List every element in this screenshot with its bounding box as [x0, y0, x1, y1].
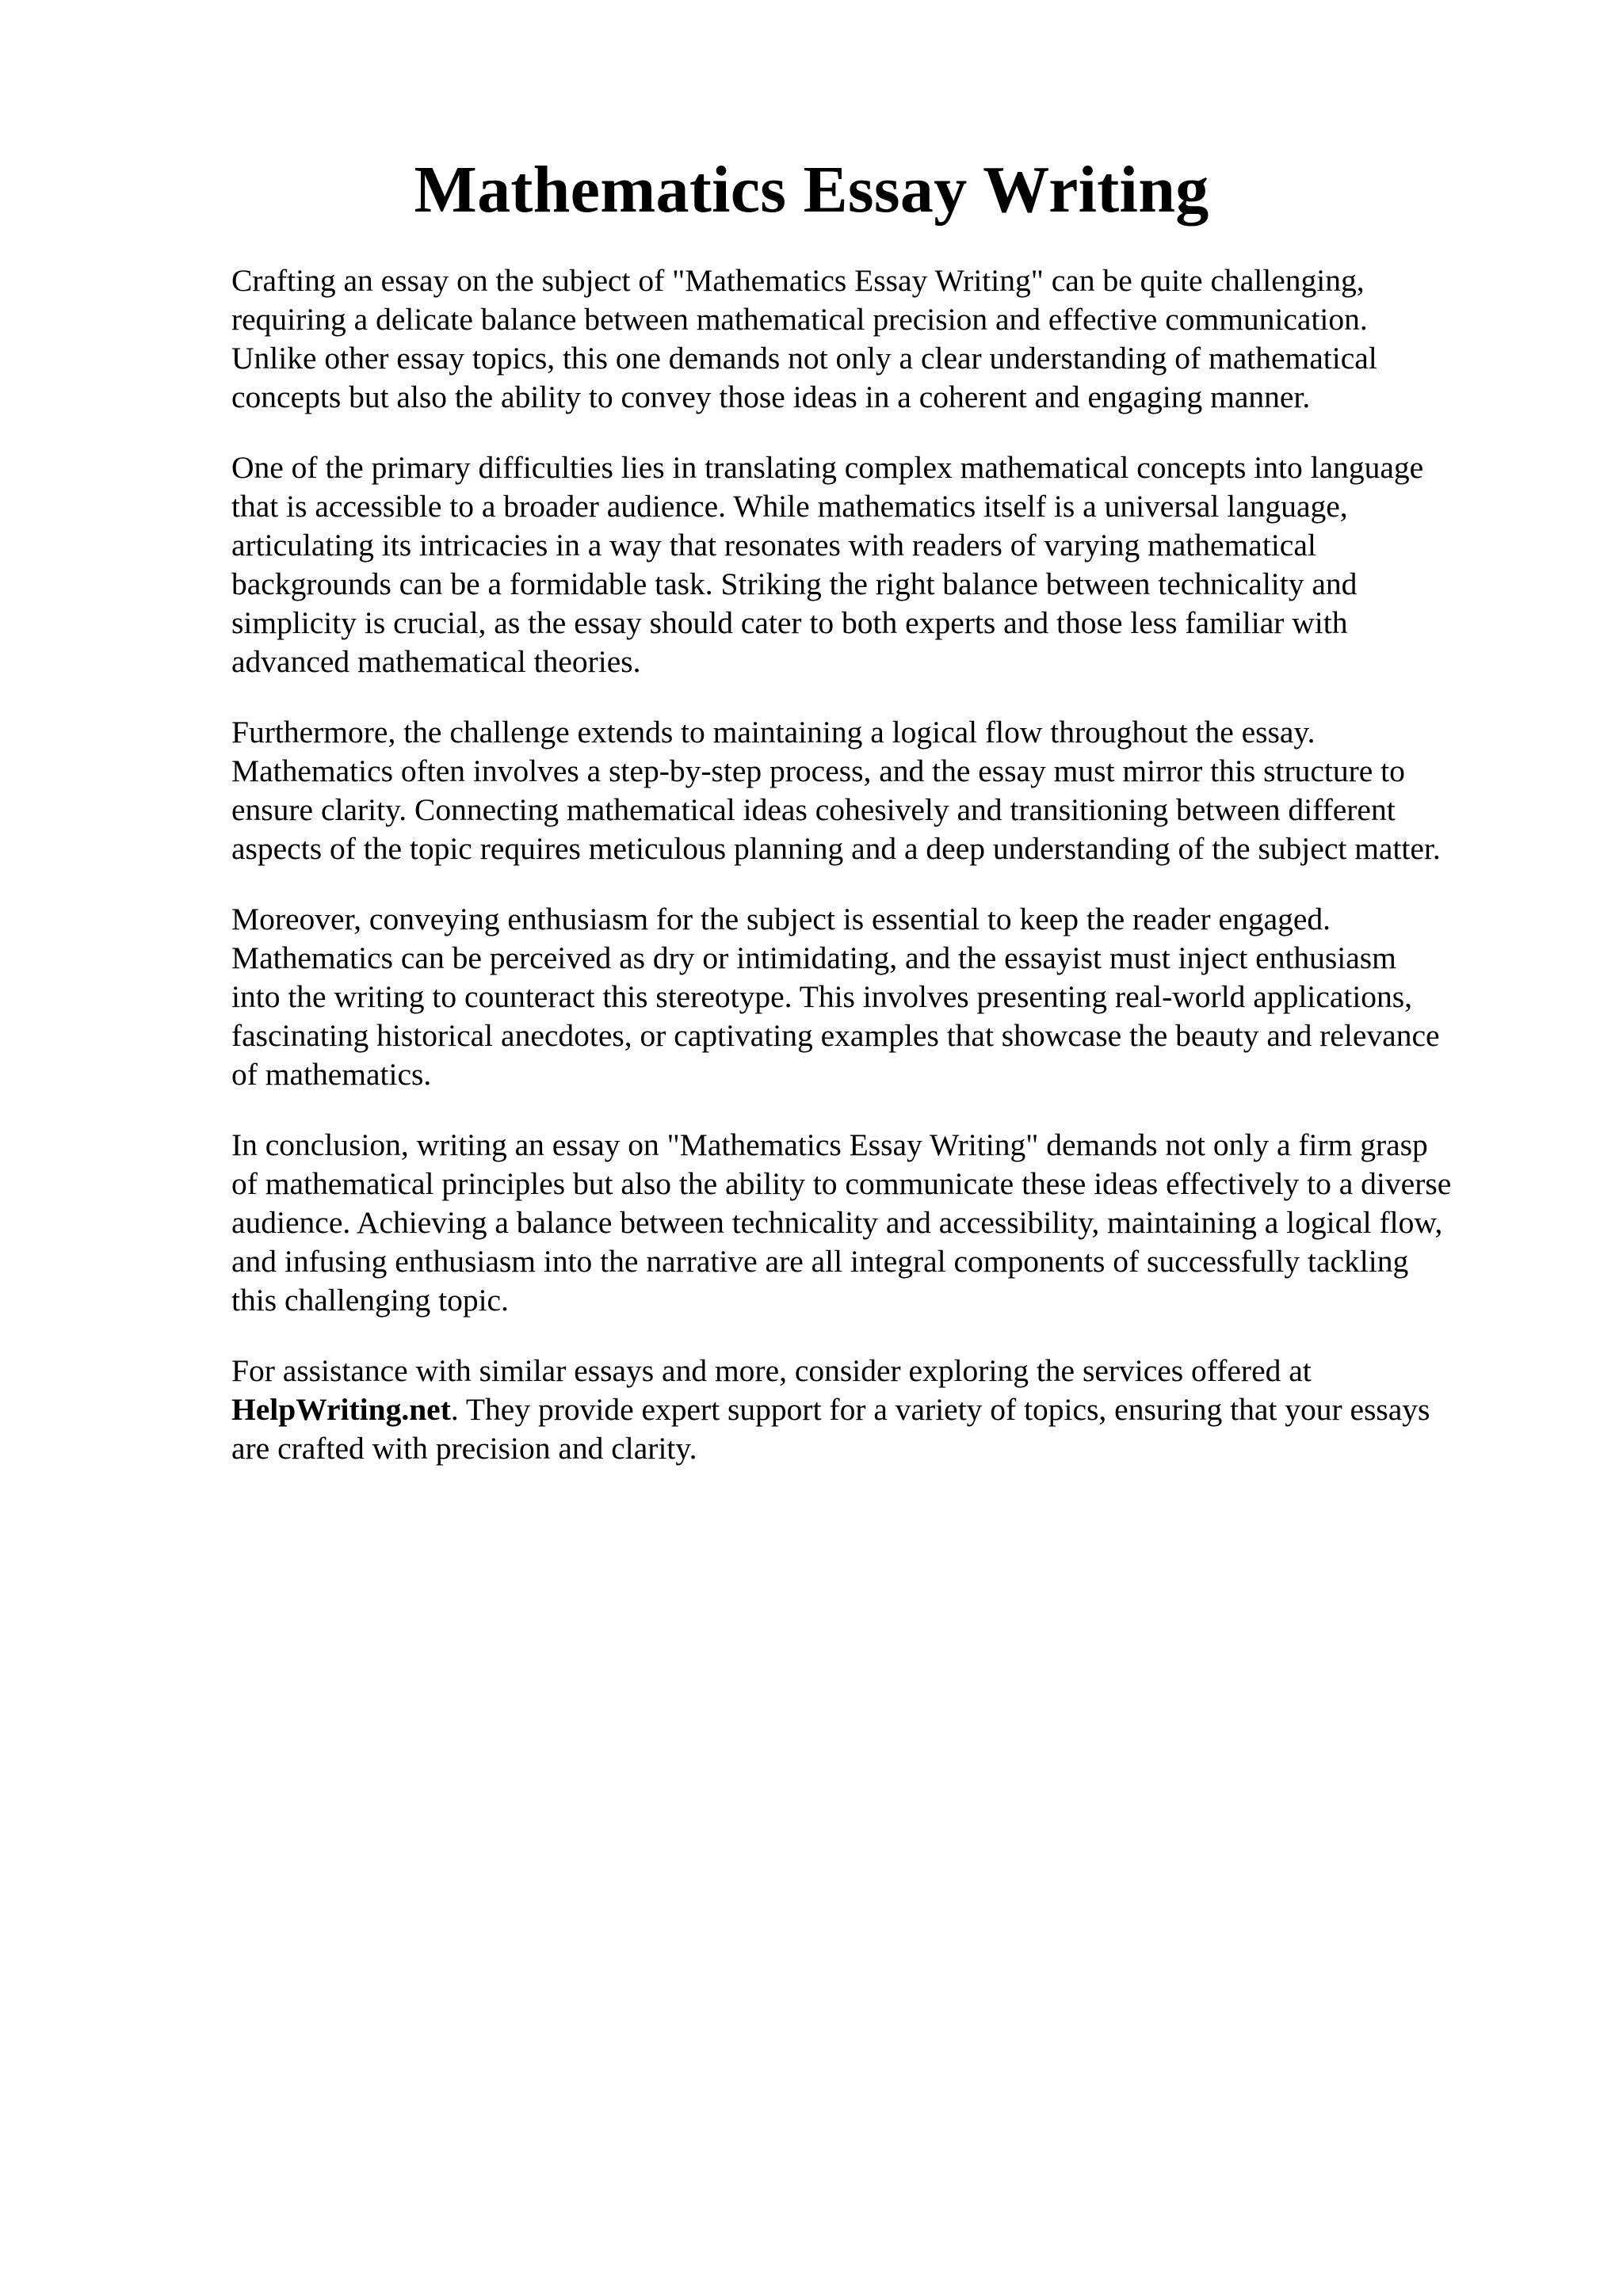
text-line: into the writing to counteract this stereotype. This involves presenting real-world applications, [231, 979, 1413, 1014]
text-line: In conclusion, writing an essay on "Mathematics Essay Writing" demands not only a firm grasp [231, 1127, 1428, 1162]
page-title: Mathematics Essay Writing [414, 153, 1209, 227]
text-line: Mathematics often involves a step-by-step process, and the essay must mirror this structure to [231, 753, 1405, 788]
text-line: Mathematics can be perceived as dry or intimidating, and the essayist must inject enthusiasm [231, 940, 1396, 975]
paragraph-1 [231, 261, 1515, 417]
text-line: are crafted with precision and clarity. [231, 1431, 697, 1466]
text-line: Moreover, conveying enthusiasm for the subject is essential to keep the reader engaged. [231, 902, 1331, 936]
text-line: ensure clarity. Connecting mathematical ideas cohesively and transitioning between different [231, 792, 1396, 827]
text-line: articulating its intricacies in a way that resonates with readers of varying mathematical [231, 528, 1316, 563]
text-line [231, 1390, 1515, 1429]
paragraph-2 [231, 448, 1515, 681]
text-line: Unlike other essay topics, this one demands not only a clear understanding of mathematical [231, 341, 1377, 376]
text-line: backgrounds can be a formidable task. Striking the right balance between technicality and [231, 566, 1358, 601]
closing-line-rest: . They provide expert support for a variety of topics, ensuring that your essays [450, 1392, 1430, 1427]
text-line: audience. Achieving a balance between technicality and accessibility, maintaining a logical flow, [231, 1205, 1443, 1240]
text-line: Furthermore, the challenge extends to maintaining a logical flow throughout the essay. [231, 715, 1316, 749]
paragraph-3 [231, 713, 1515, 868]
text-line: and infusing enthusiasm into the narrative are all integral components of successfully tackling [231, 1244, 1409, 1279]
closing-paragraph [231, 1352, 1515, 1468]
text-line: fascinating historical anecdotes, or captivating examples that showcase the beauty and relevance [231, 1018, 1440, 1053]
text-line: that is accessible to a broader audience. While mathematics itself is a universal language, [231, 489, 1348, 524]
helpwriting-link[interactable]: HelpWriting.net [231, 1392, 451, 1427]
paragraph-5 [231, 1126, 1515, 1320]
text-line: concepts but also the ability to convey those ideas in a coherent and engaging manner. [231, 379, 1311, 414]
text-line: aspects of the topic requires meticulous planning and a deep understanding of the subject matter. [231, 831, 1441, 866]
text-line: Crafting an essay on the subject of "Mathematics Essay Writing" can be quite challenging, [231, 263, 1365, 298]
text-line: this challenging topic. [231, 1283, 509, 1318]
text-line: For assistance with similar essays and more, consider exploring the services offered at [231, 1353, 1312, 1388]
essay-body [231, 261, 1515, 1500]
text-line: One of the primary difficulties lies in translating complex mathematical concepts into language [231, 450, 1424, 485]
text-line: of mathematical principles but also the ability to communicate these ideas effectively to a diverse [231, 1166, 1452, 1201]
text-line: requiring a delicate balance between mathematical precision and effective communication. [231, 302, 1368, 337]
text-line: of mathematics. [231, 1057, 432, 1092]
text-line: advanced mathematical theories. [231, 644, 641, 679]
paragraph-4 [231, 900, 1515, 1094]
text-line: simplicity is crucial, as the essay should cater to both experts and those less familiar with [231, 605, 1348, 640]
